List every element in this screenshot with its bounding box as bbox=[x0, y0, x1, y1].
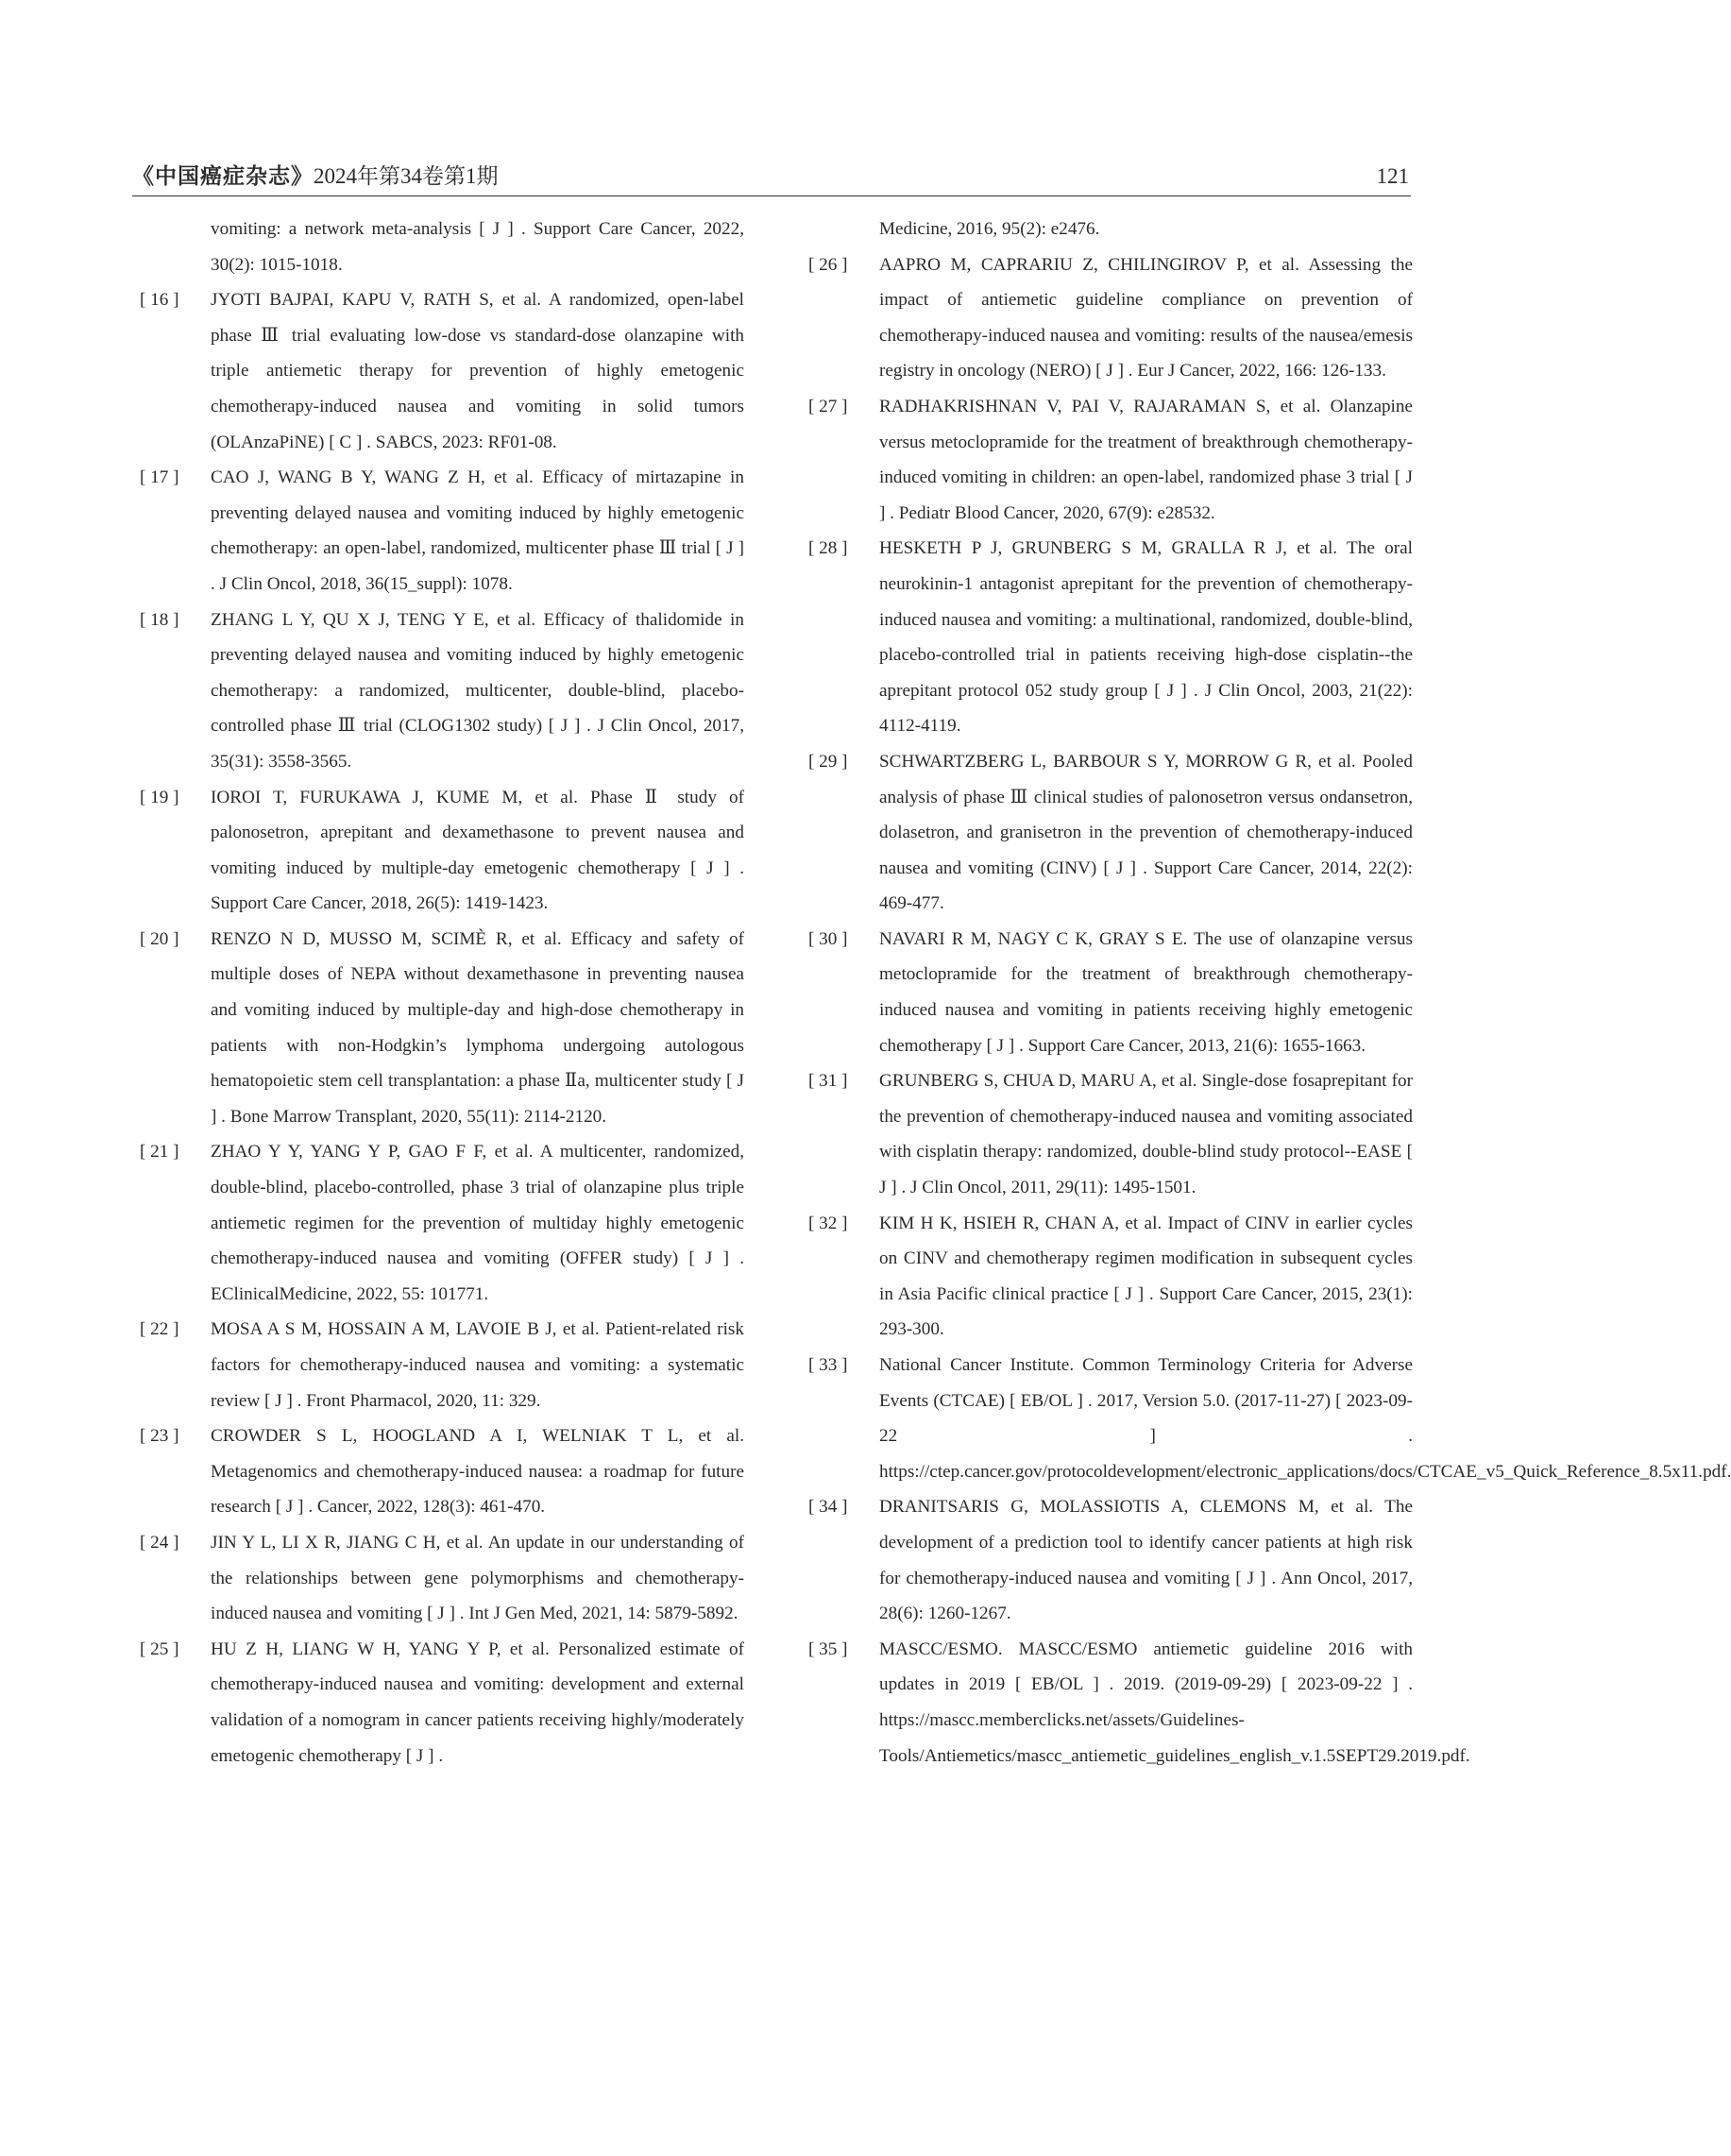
reference-text: MASCC/ESMO. MASCC/ESMO antiemetic guideline 2016 with updates in 2019 [ EB/OL ] . 2019. (2019-09-29) [ 2023-09-22 ] . https://mascc.memberclicks.net/assets/Guidelines-Tools/Antiemetics/mascc_antiemetic_guidelines_english_v.1.5SEPT29.2019.pdf. bbox=[879, 1638, 1470, 1766]
reference-list-left bbox=[140, 282, 744, 1774]
reference-item bbox=[140, 1525, 744, 1632]
journal-issue: 2024年第34卷第1期 bbox=[314, 164, 499, 188]
reference-number: [ 32 ] bbox=[808, 1213, 848, 1233]
reference-number: [ 16 ] bbox=[140, 290, 179, 311]
reference-continuation: vomiting: a network meta-analysis [ J ] . Support Care Cancer, 2022, 30(2): 1015-1018. bbox=[211, 219, 744, 275]
reference-number: [ 19 ] bbox=[140, 787, 179, 807]
reference-number: [ 18 ] bbox=[140, 609, 179, 630]
reference-number: [ 33 ] bbox=[808, 1355, 848, 1375]
running-header bbox=[132, 162, 1411, 195]
journal-name: 《中国癌症杂志》 bbox=[132, 163, 314, 189]
reference-column-right bbox=[808, 212, 1731, 1774]
reference-item bbox=[808, 1063, 1413, 1205]
reference-text: RADHAKRISHNAN V, PAI V, RAJARAMAN S, et al. Olanzapine versus metoclopramide for the treatment of breakthrough chemotherapy-induced vomiting in children: an open-label, randomized phase 3 trial [ J ] . Pediatr Blood Cancer, 2020, 67(9): e28532. bbox=[879, 396, 1413, 523]
reference-text: NAVARI R M, NAGY C K, GRAY S E. The use of olanzapine versus metoclopramide for the treatment of breakthrough chemotherapy-induced nausea and vomiting in patients receiving highly emetogenic chemotherapy [ J ] . Support Care Cancer, 2013, 21(6): 1655-1663. bbox=[879, 928, 1413, 1056]
reference-column-left bbox=[140, 212, 744, 1774]
reference-text: JYOTI BAJPAI, KAPU V, RATH S, et al. A randomized, open-label phase Ⅲ trial evaluating low-dose vs standard-dose olanzapine with triple antiemetic therapy for prevention of highly emetogenic chemotherapy-induced nausea and vomiting in solid tumors (OLAnzaPiNE) [ C ] . SABCS, 2023: RF01-08. bbox=[211, 290, 744, 452]
reference-item bbox=[808, 1489, 1413, 1631]
reference-text: SCHWARTZBERG L, BARBOUR S Y, MORROW G R, et al. Pooled analysis of phase Ⅲ clinical studies of palonosetron versus ondansetron, dolasetron, and granisetron in the prevention of chemotherapy-induced nausea and vomiting (CINV) [ J ] . Support Care Cancer, 2014, 22(2): 469-477. bbox=[879, 751, 1413, 914]
reference-text: DRANITSARIS G, MOLASSIOTIS A, CLEMONS M, et al. The development of a prediction tool to identify cancer patients at high risk for chemotherapy-induced nausea and vomiting [ J ] . Ann Oncol, 2017, 28(6): 1260-1267. bbox=[879, 1497, 1413, 1624]
reference-text: National Cancer Institute. Common Terminology Criteria for Adverse Events (CTCAE) [ EB/OL ] . 2017, Version 5.0. (2017-11-27) [ 2023-09-22 ] . https://ctep.cancer.gov/protocoldevelopment/electronic_applications/docs/CTCAE_v5_Quick_Reference_8.5x11.pdf. bbox=[879, 1355, 1731, 1482]
reference-number: [ 24 ] bbox=[140, 1532, 179, 1553]
journal-citation bbox=[132, 162, 499, 191]
reference-item bbox=[140, 282, 744, 460]
reference-text: JIN Y L, LI X R, JIANG C H, et al. An update in our understanding of the relationships between gene polymorphisms and chemotherapy-induced nausea and vomiting [ J ] . Int J Gen Med, 2021, 14: 5879-5892. bbox=[211, 1532, 744, 1624]
reference-text: GRUNBERG S, CHUA D, MARU A, et al. Single-dose fosaprepitant for the prevention of chemotherapy-induced nausea and vomiting associated with cisplatin therapy: randomized, double-blind study protocol--EASE [ J ] . J Clin Oncol, 2011, 29(11): 1495-1501. bbox=[879, 1071, 1413, 1198]
reference-number: [ 21 ] bbox=[140, 1142, 179, 1163]
page-number: 121 bbox=[1376, 164, 1409, 188]
header-rule bbox=[132, 195, 1411, 196]
reference-text: CAO J, WANG B Y, WANG Z H, et al. Efficacy of mirtazapine in preventing delayed nausea and vomiting induced by highly emetogenic chemotherapy: an open-label, randomized, multicenter phase Ⅲ trial [ J ] . J Clin Oncol, 2018, 36(15_suppl): 1078. bbox=[211, 467, 744, 594]
reference-number: [ 17 ] bbox=[140, 467, 179, 488]
reference-text: MOSA A S M, HOSSAIN A M, LAVOIE B J, et al. Patient-related risk factors for chemotherapy-induced nausea and vomiting: a systematic review [ J ] . Front Pharmacol, 2020, 11: 329. bbox=[211, 1319, 744, 1411]
reference-list-right bbox=[808, 247, 1731, 1774]
reference-text: ZHANG L Y, QU X J, TENG Y E, et al. Efficacy of thalidomide in preventing delayed nausea and vomiting induced by highly emetogenic chemotherapy: a randomized, multicenter, double-blind, placebo-controlled phase Ⅲ trial (CLOG1302 study) [ J ] . J Clin Oncol, 2017, 35(31): 3558-3565. bbox=[211, 609, 744, 772]
reference-item bbox=[808, 744, 1413, 922]
reference-text: HESKETH P J, GRUNBERG S M, GRALLA R J, et al. The oral neurokinin-1 antagonist aprepitant for the prevention of chemotherapy-induced nausea and vomiting: a multinational, randomized, double-blind, placebo-controlled trial in patients receiving high-dose cisplatin--the aprepitant protocol 052 study group [ J ] . J Clin Oncol, 2003, 21(22): 4112-4119. bbox=[879, 538, 1413, 737]
reference-item bbox=[808, 1632, 1470, 1774]
reference-item bbox=[808, 247, 1413, 389]
reference-number: [ 31 ] bbox=[808, 1071, 848, 1092]
reference-number: [ 29 ] bbox=[808, 751, 848, 772]
reference-item bbox=[140, 460, 744, 602]
reference-text: ZHAO Y Y, YANG Y P, GAO F F, et al. A multicenter, randomized, double-blind, placebo-controlled, phase 3 trial of olanzapine plus triple antiemetic regimen for the prevention of multiday highly emetogenic chemotherapy-induced nausea and vomiting (OFFER study) [ J ] . EClinicalMedicine, 2022, 55: 101771. bbox=[211, 1142, 744, 1304]
reference-number: [ 23 ] bbox=[140, 1426, 179, 1447]
reference-item bbox=[140, 1632, 744, 1774]
reference-text: RENZO N D, MUSSO M, SCIMÈ R, et al. Efficacy and safety of multiple doses of NEPA without dexamethasone in preventing nausea and vomiting induced by multiple-day and high-dose chemotherapy in patients with non-Hodgkin’s lymphoma undergoing autologous hematopoietic stem cell transplantation: a phase Ⅱa, multicenter study [ J ] . Bone Marrow Transplant, 2020, 55(11): 2114-2120. bbox=[211, 928, 744, 1127]
reference-item bbox=[140, 1134, 744, 1312]
reference-text: HU Z H, LIANG W H, YANG Y P, et al. Personalized estimate of chemotherapy-induced nausea and vomiting: development and external validation of a nomogram in cancer patients receiving highly/moderately emetogenic chemotherapy [ J ] . bbox=[211, 1638, 744, 1766]
reference-item bbox=[808, 389, 1413, 531]
reference-item bbox=[808, 1206, 1413, 1348]
reference-text: IOROI T, FURUKAWA J, KUME M, et al. Phase Ⅱ study of palonosetron, aprepitant and dexamethasone to prevent nausea and vomiting induced by multiple-day emetogenic chemotherapy [ J ] . Support Care Cancer, 2018, 26(5): 1419-1423. bbox=[211, 787, 744, 914]
reference-item bbox=[808, 922, 1413, 1063]
reference-item bbox=[808, 1348, 1731, 1489]
reference-item bbox=[140, 922, 744, 1135]
reference-number: [ 22 ] bbox=[140, 1319, 179, 1340]
reference-item bbox=[140, 780, 744, 922]
reference-item bbox=[140, 1418, 744, 1525]
reference-number: [ 20 ] bbox=[140, 928, 179, 949]
reference-number: [ 34 ] bbox=[808, 1497, 848, 1518]
reference-number: [ 35 ] bbox=[808, 1638, 848, 1659]
reference-continuation: Medicine, 2016, 95(2): e2476. bbox=[879, 219, 1100, 239]
reference-text: CROWDER S L, HOOGLAND A I, WELNIAK T L, et al. Metagenomics and chemotherapy-induced nausea: a roadmap for future research [ J ] . Cancer, 2022, 128(3): 461-470. bbox=[211, 1426, 744, 1518]
reference-text: AAPRO M, CAPRARIU Z, CHILINGIROV P, et al. Assessing the impact of antiemetic guideline compliance on prevention of chemotherapy-induced nausea and vomiting: results of the nausea/emesis registry in oncology (NERO) [ J ] . Eur J Cancer, 2022, 166: 126-133. bbox=[879, 254, 1413, 382]
reference-item bbox=[140, 603, 744, 780]
reference-number: [ 28 ] bbox=[808, 538, 848, 559]
reference-number: [ 25 ] bbox=[140, 1638, 179, 1659]
reference-number: [ 26 ] bbox=[808, 254, 848, 275]
reference-number: [ 30 ] bbox=[808, 928, 848, 949]
reference-number: [ 27 ] bbox=[808, 396, 848, 416]
reference-text: KIM H K, HSIEH R, CHAN A, et al. Impact of CINV in earlier cycles on CINV and chemotherapy regimen modification in subsequent cycles in Asia Pacific clinical practice [ J ] . Support Care Cancer, 2015, 23(1): 293-300. bbox=[879, 1213, 1413, 1340]
reference-item bbox=[808, 531, 1413, 744]
reference-item bbox=[140, 1312, 744, 1418]
